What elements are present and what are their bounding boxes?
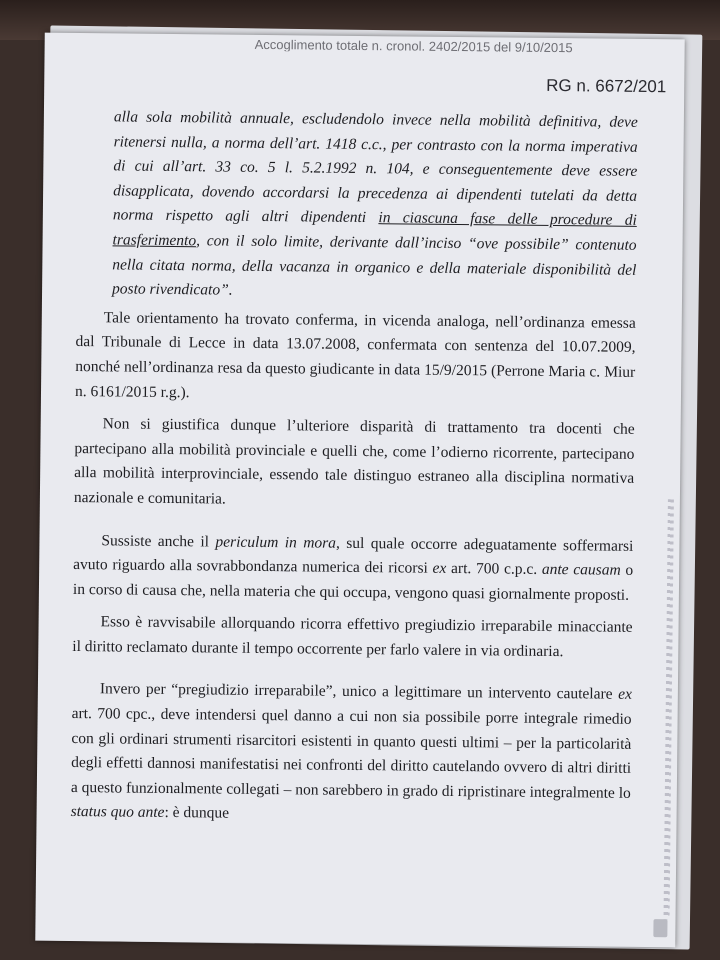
paragraph-1: Tale orientamento ha trovato conferma, in vicenda analoga, nell’ordinanza emessa dal Tribunale di Lecce in data 13.07.2008, confermata con sentenza del 10.07.2009, nonché nell’ordinanza resa da questo giudicante in data 15/9/2015 (Perrone Maria c. Miur n. 6161/2015 r.g.).: [74, 309, 636, 401]
quote-underlined: trasferimento: [112, 231, 197, 250]
header-cut-text: Accoglimento totale n. cronol. 2402/2015 del 9/10/2015: [254, 36, 573, 56]
quote-line: nella citata norma, della vacanza in organico e della materiale disponibilità del: [112, 255, 637, 279]
paragraph-4: Esso è ravvisabile allorquando ricorra effettivo pregiudizio irreparabile minacciante il diritto reclamato durante il tempo occorrente per farlo valere in via ordinaria.: [72, 613, 633, 661]
case-number: RG n. 6672/201: [546, 75, 667, 97]
paragraph-3: Sussiste anche il periculum in mora, sul quale occorre adeguatamente soffermarsi avuto riguardo alla sovrabbondanza numerica dei ricorsi ex art. 700 c.p.c. ante causam o in corso di causa che, nella materia che qui occupa, vengono quasi giornalmente proposti.: [72, 531, 634, 604]
quote-line: detta norma rispetto agli altri dipendenti: [112, 187, 638, 227]
quote-line: alla sola mobilità annuale, escludendolo invece nella mobilità definitiva, deve: [113, 108, 638, 131]
quoted-passage: [76, 105, 638, 308]
quote-line: posto rivendicato”.: [112, 280, 233, 299]
paragraph-5: Invero per “pregiudizio irreparabile”, unico a legittimare un intervento cautelare ex art. 700 cpc., deve intendersi quel danno a cui non sia possibile porre integrale rimedio con gli ordinari strumenti risarcitori esistenti in quanto questi ultimi – per la particolarità degli effetti dannosi manifestatisi nei confronti del diritto cautelando ovvero di altri diritti a questo funzionalmente collegati – non sarebbero in grado di ripristinare integralmente lo status quo ante: è dunque: [70, 680, 632, 823]
quote-line: imperativa di cui all’art. 33 co. 5 l. 5.2.1992 n. 104, e conseguentemente deve: [113, 137, 638, 180]
binder-clip: [653, 919, 667, 937]
document-body: [70, 105, 638, 839]
quote-line: ritenersi nulla, a norma dell’art. 1418 c.c., per contrasto con la norma: [113, 132, 566, 155]
quote-line: essere disapplicata, dovendo accordarsi la precedenza ai dipendenti tutelati da: [113, 162, 638, 205]
document-page: [35, 33, 684, 948]
quote-line: , con il solo limite, derivante dall’inciso “ove possibile” contenuto: [196, 232, 637, 254]
margin-stamp-marks: [664, 499, 674, 919]
quote-underlined: in ciascuna fase delle procedure di: [378, 209, 637, 230]
paragraph-2: Non si giustifica dunque l’ulteriore disparità di trattamento tra docenti che partecipano alla mobilità provinciale e quelli che, come l’odierno ricorrente, partecipano alla mobilità interprovinciale, essendo tale distinguo estraneo alla disciplina normativa nazionale e comunitaria.: [73, 415, 635, 508]
